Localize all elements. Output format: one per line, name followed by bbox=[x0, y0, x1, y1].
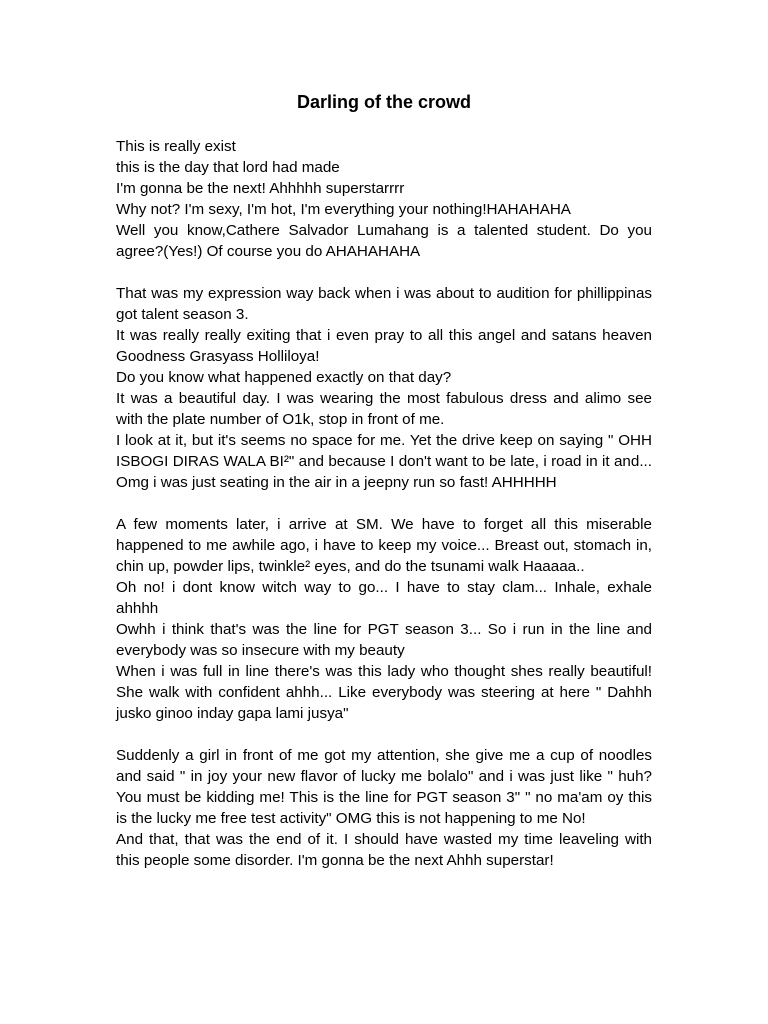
paragraph: Well you know,Cathere Salvador Lumahang is a talented student. Do you agree?(Yes!) Of course you do AHAHAHAHA bbox=[116, 222, 652, 260]
paragraph: Oh no! i dont know witch way to go... I have to stay clam... Inhale, exhale ahhhh bbox=[116, 579, 652, 617]
paragraph: That was my expression way back when i was about to audition for phillippinas got talent season 3. bbox=[116, 285, 652, 323]
paragraph: Suddenly a girl in front of me got my attention, she give me a cup of noodles and said " in joy your new flavor of lucky me bolalo" and i was just like " huh? You must be kidding me! This is the line for PGT season 3" " no ma'am oy this is the lucky me free test activity" OMG this is not happening to me No! bbox=[116, 747, 652, 827]
paragraph-spacer bbox=[116, 493, 652, 514]
paragraph-spacer bbox=[116, 724, 652, 745]
document-title: Darling of the crowd bbox=[296, 92, 471, 112]
paragraph: Do you know what happened exactly on that day? bbox=[116, 369, 452, 386]
paragraph: It was really really exiting that i even pray to all this angel and satans heaven Goodness Grasyass Holliloya! bbox=[116, 327, 652, 365]
paragraph: this is the day that lord had made bbox=[116, 159, 340, 176]
paragraph: It was a beautiful day. I was wearing the most fabulous dress and alimo see with the plate number of O1k, stop in front of me. bbox=[116, 390, 652, 428]
paragraph: And that, that was the end of it. I should have wasted my time leaveling with this people some disorder. I'm gonna be the next Ahhh superstar! bbox=[116, 831, 652, 869]
paragraph: I'm gonna be the next! Ahhhhh superstarrrr bbox=[116, 180, 405, 197]
paragraph: I look at it, but it's seems no space for me. Yet the drive keep on saying " OHH ISBOGI DIRAS WALA BI²" and because I don't want to be late, i road in it and... Omg i was just seating in the air in a jeepny run so fast! AHHHHH bbox=[116, 432, 652, 491]
paragraph: When i was full in line there's was this lady who thought shes really beautiful! She walk with confident ahhh... Like everybody was steering at here " Dahhh jusko ginoo inday gapa lami jusya" bbox=[116, 663, 652, 722]
paragraph: A few moments later, i arrive at SM. We have to forget all this miserable happened to me awhile ago, i have to keep my voice... Breast out, stomach in, chin up, powder lips, twinkle² eyes, and do the tsunami walk Haaaaa.. bbox=[116, 516, 652, 575]
paragraph: Why not? I'm sexy, I'm hot, I'm everything your nothing!HAHAHAHA bbox=[116, 201, 571, 218]
paragraph-spacer bbox=[116, 262, 652, 283]
document-body bbox=[116, 136, 652, 871]
paragraph: Owhh i think that's was the line for PGT season 3... So i run in the line and everybody was so insecure with my beauty bbox=[116, 621, 652, 659]
paragraph: This is really exist bbox=[116, 138, 236, 155]
